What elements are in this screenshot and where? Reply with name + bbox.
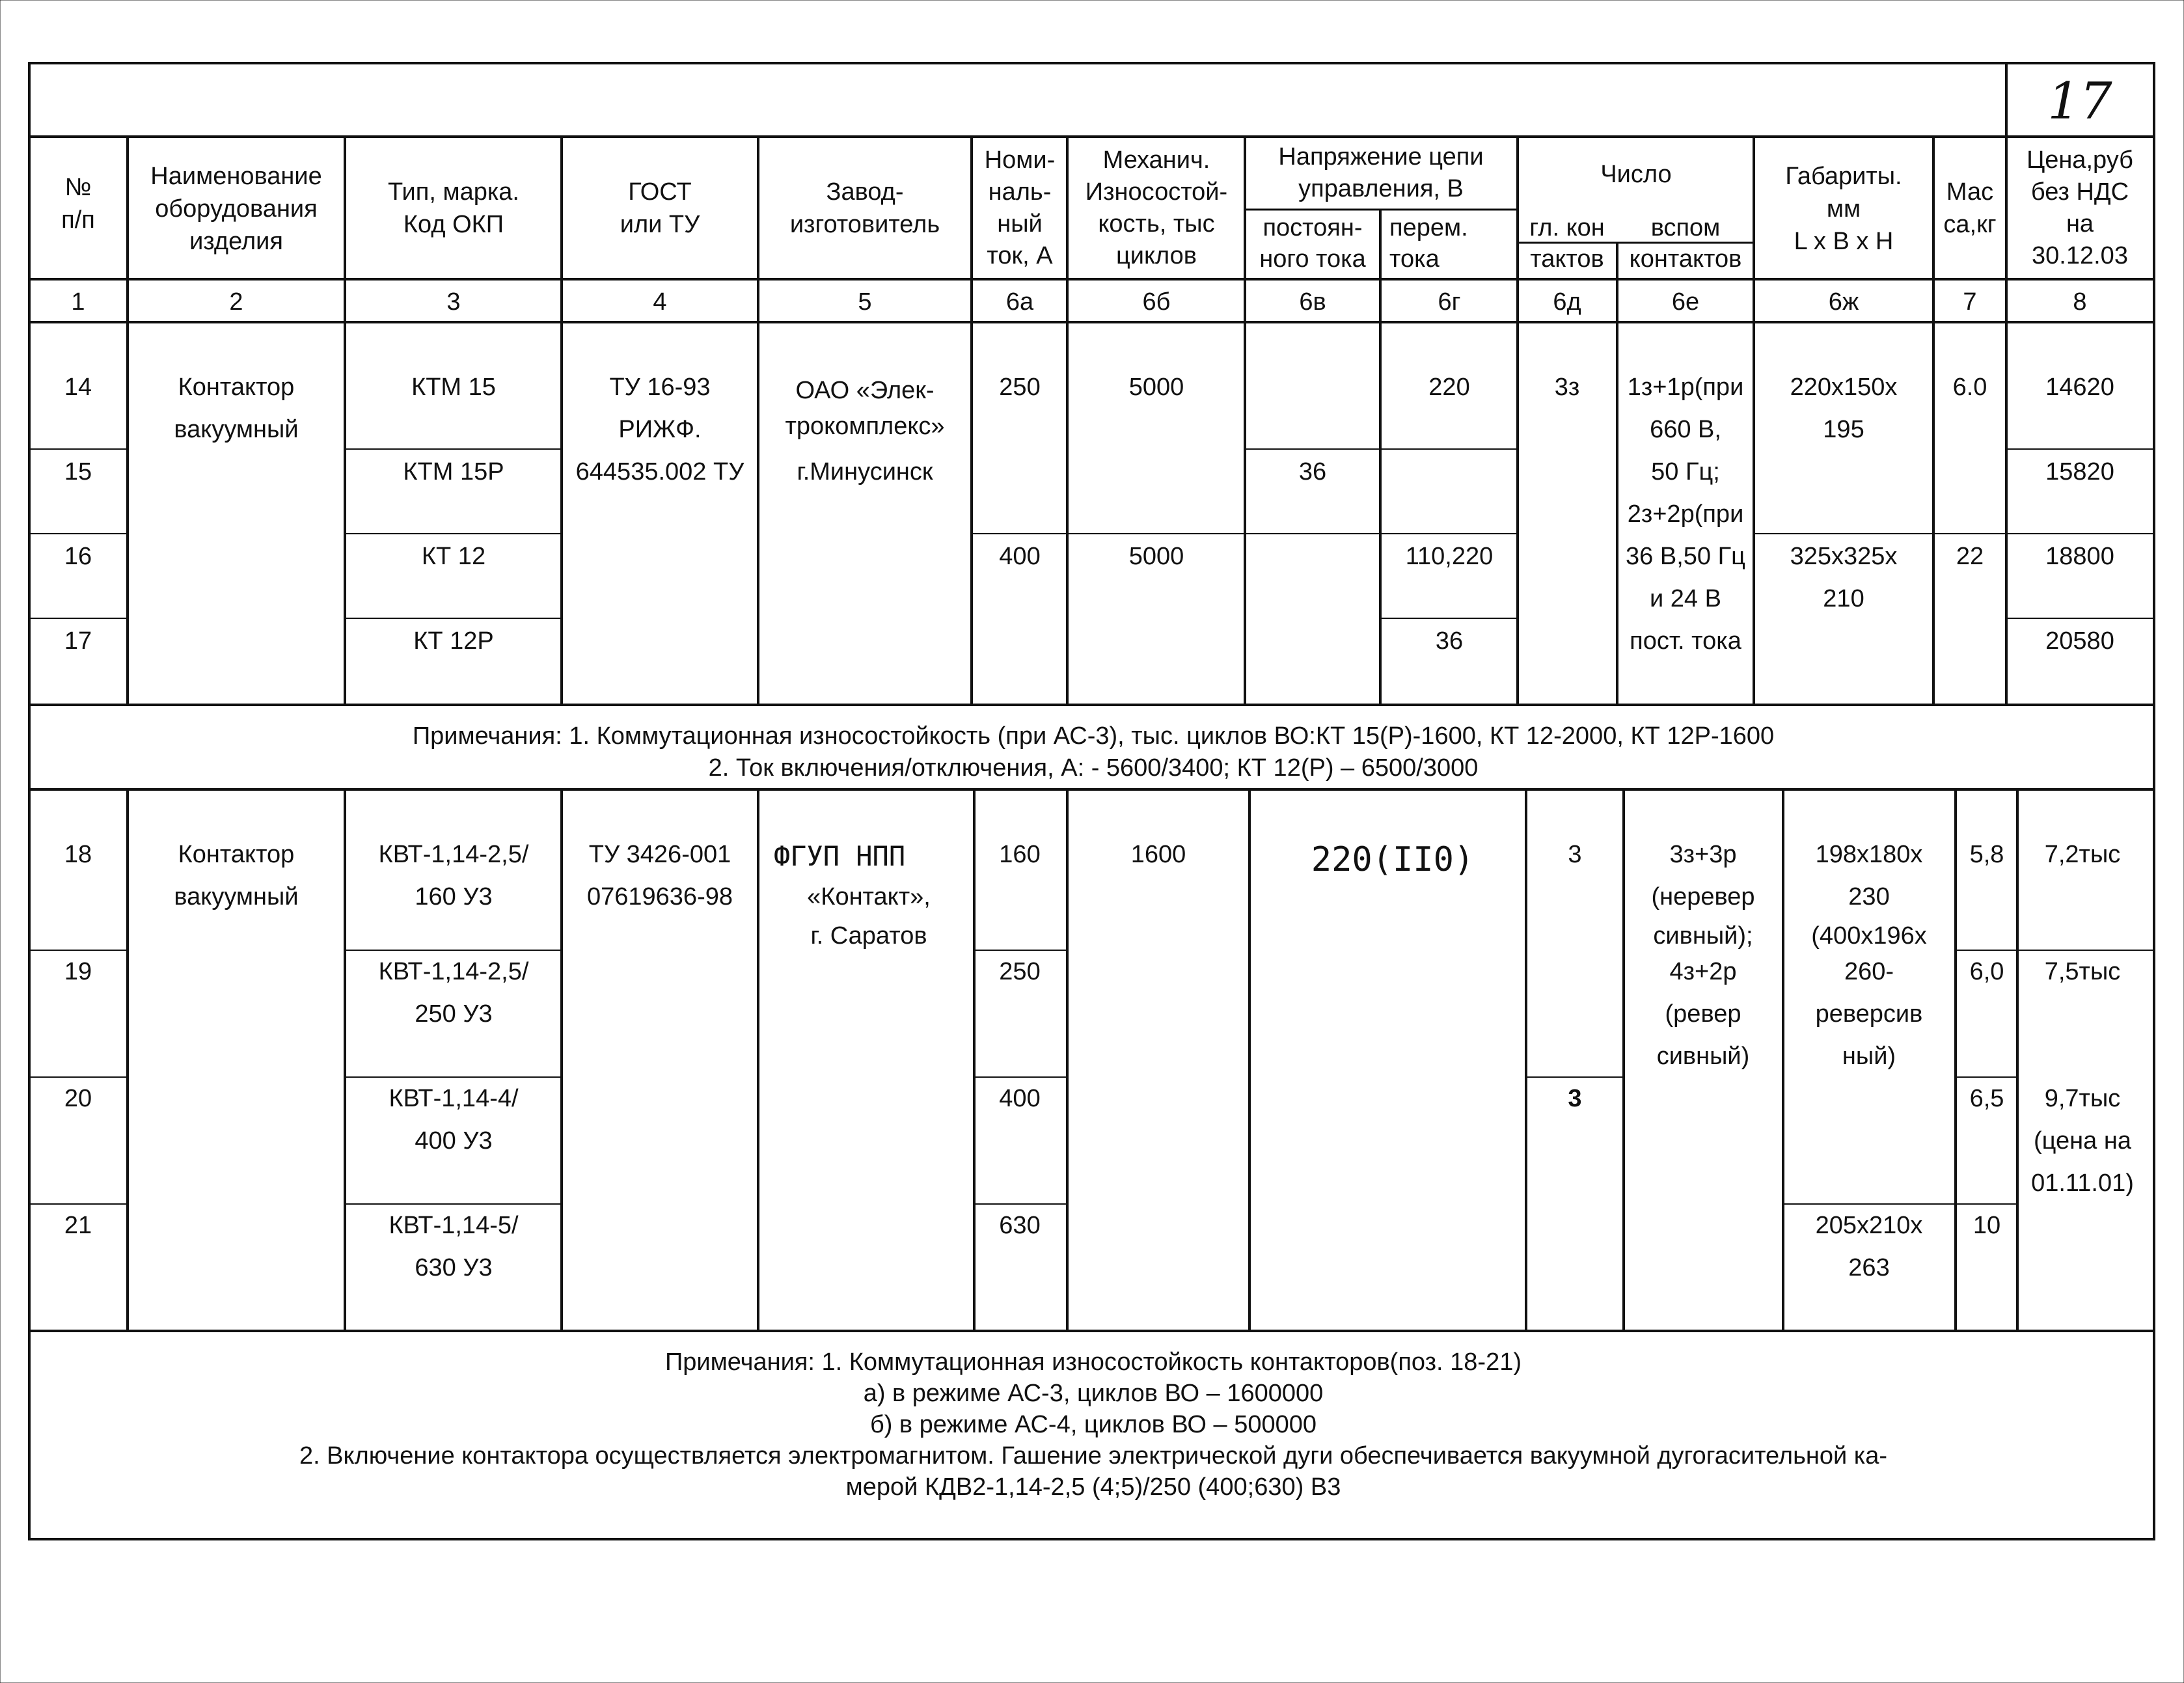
header-current-line: ток, А: [987, 242, 1053, 269]
current-cell: 630: [999, 1212, 1041, 1239]
price-cell: (цена на: [2034, 1127, 2131, 1155]
mass-cell: 6,5: [1969, 1085, 2004, 1112]
maker-line: г.Минусинск: [797, 458, 933, 486]
header-mass-line: Мас: [1946, 178, 1994, 206]
header-count: Число: [1600, 161, 1672, 188]
dims-line: реверсив: [1815, 1000, 1923, 1028]
gost-line: ТУ 3426-001: [588, 841, 731, 868]
ac-voltage-cell: 36: [1435, 627, 1464, 655]
header-name-line: оборудования: [155, 195, 318, 223]
maker-line: трокомплекс»: [785, 413, 945, 440]
header-ac-line: перем.: [1389, 214, 1468, 241]
header-main-contacts-line: гл. кон: [1529, 214, 1605, 241]
maker-line: «Контакт»,: [807, 883, 931, 910]
dims-line: ный): [1842, 1043, 1896, 1070]
dims-line: 230: [1848, 883, 1890, 910]
main-contacts-cell: 3: [1568, 1085, 1582, 1112]
price-cell: 01.11.01): [2031, 1170, 2134, 1197]
type-cell: КТ 12: [421, 543, 486, 570]
aux-contacts-line: (ревер: [1665, 1000, 1741, 1028]
column-number: 6д: [1553, 288, 1581, 316]
price-cell: 7,2тыс: [2044, 841, 2121, 868]
column-number: 8: [2073, 288, 2087, 316]
mass-cell: 5,8: [1969, 841, 2004, 868]
gost-line: ТУ 16-93: [609, 374, 711, 401]
dims-line: 210: [1823, 585, 1864, 612]
mass-cell: 6,0: [1969, 958, 2004, 985]
current-cell: 250: [999, 958, 1041, 985]
aux-contacts-line: (неревер: [1651, 883, 1755, 910]
header-aux-contacts-line: вспом: [1650, 214, 1721, 241]
type-line: 160 У3: [415, 883, 493, 910]
type-line: 250 У3: [415, 1000, 493, 1028]
column-number: 5: [858, 288, 872, 316]
current-cell: 250: [999, 374, 1041, 401]
type-cell: КТМ 15Р: [403, 458, 504, 486]
aux-contacts-line: 36 В,50 Гц: [1626, 543, 1745, 570]
header-mech-line: Износостой-: [1085, 178, 1228, 206]
dims-line: 195: [1823, 416, 1864, 443]
header-current-line: ный: [997, 210, 1043, 238]
dims-line: (400x196x: [1811, 922, 1927, 950]
type-line: КВТ-1,14-4/: [389, 1085, 519, 1112]
aux-contacts-line: 3з+3р: [1669, 841, 1737, 868]
aux-contacts-line: 2з+2р(при: [1627, 500, 1744, 528]
maker-line: ОАО «Элек-: [795, 377, 935, 404]
row-number: 21: [64, 1212, 92, 1239]
column-number: 6ж: [1828, 288, 1859, 316]
item-name-line: Контактор: [178, 841, 295, 868]
column-number: 7: [1963, 288, 1977, 316]
note1-line: Примечания: 1. Коммутационная износостойкость (при АС-3), тыс. циклов ВО:КТ 15(Р)-1600, КТ 12-2000, КТ 12Р-1600: [412, 722, 1775, 750]
type-cell: КТМ 15: [411, 374, 496, 401]
dims-line: 260-: [1844, 958, 1894, 985]
type-line: КВТ-1,14-2,5/: [378, 958, 529, 985]
main-contacts-cell: 3з: [1554, 374, 1580, 401]
note1-line: 2. Ток включения/отключения, А: - 5600/3400; КТ 12(Р) – 6500/3000: [708, 754, 1479, 782]
row-number: 16: [64, 543, 92, 570]
mass-cell: 22: [1956, 543, 1984, 570]
current-cell: 400: [999, 1085, 1041, 1112]
column-number: 6б: [1142, 288, 1171, 316]
maker-line: ФГУП НПП: [773, 840, 906, 872]
maker-line: г. Саратов: [810, 922, 927, 950]
type-line: 630 У3: [415, 1254, 493, 1281]
header-no-line: п/п: [61, 206, 95, 234]
header-mech-line: Механич.: [1102, 146, 1210, 174]
mass-cell: 6.0: [1952, 374, 1987, 401]
header-current-line: наль-: [988, 178, 1052, 206]
header-mass-line: са,кг: [1943, 211, 1997, 238]
page-number: 17: [2047, 72, 2112, 131]
column-number: 6в: [1299, 288, 1326, 316]
header-name-line: Наименование: [150, 163, 322, 190]
dc-voltage-cell: 36: [1298, 458, 1327, 486]
note2-line: а) в режиме АС-3, циклов ВО – 1600000: [863, 1380, 1324, 1407]
dims-line: 205x210x: [1815, 1212, 1923, 1239]
column-number: 1: [71, 288, 85, 316]
header-type-line: Тип, марка.: [387, 178, 520, 206]
item-name-line: вакуумный: [174, 883, 299, 910]
header-name-line: изделия: [189, 228, 283, 255]
type-line: КВТ-1,14-2,5/: [378, 841, 529, 868]
price-cell: 9,7тыс: [2044, 1085, 2121, 1112]
header-dc-line: постоян-: [1263, 214, 1363, 241]
row-number: 15: [64, 458, 92, 486]
header-no-line: №: [64, 174, 92, 201]
header-price-line: без НДС: [2030, 178, 2129, 206]
column-number: 2: [229, 288, 243, 316]
header-mech-line: кость, тыс: [1098, 210, 1215, 238]
main-contacts-cell: 3: [1568, 841, 1582, 868]
type-line: 400 У3: [415, 1127, 493, 1155]
ac-voltage-cell: 110,220: [1405, 543, 1494, 570]
dims-line: 220x150x: [1790, 374, 1898, 401]
column-number: 6г: [1438, 288, 1461, 316]
header-type-line: Код ОКП: [403, 211, 504, 238]
dims-line: 198x180x: [1815, 841, 1923, 868]
mech-cell: 1600: [1130, 841, 1186, 868]
header-dims-line: Габариты.: [1785, 163, 1902, 190]
aux-contacts-line: сивный);: [1653, 922, 1753, 950]
row-number: 18: [64, 841, 92, 868]
header-maker-line: Завод-: [826, 178, 904, 206]
current-cell: 160: [999, 841, 1041, 868]
price-cell: 14620: [2045, 374, 2114, 401]
ac-voltage-cell: 220: [1428, 374, 1470, 401]
row-number: 19: [64, 958, 92, 985]
row-number: 20: [64, 1085, 92, 1112]
header-main-contacts-line: тактов: [1530, 245, 1604, 273]
header-mech-line: циклов: [1116, 242, 1197, 269]
price-cell: 20580: [2045, 627, 2114, 655]
dims-line: 325x325x: [1790, 543, 1898, 570]
current-cell: 400: [999, 543, 1041, 570]
aux-contacts-line: 660 В,: [1650, 416, 1721, 443]
row-number: 17: [64, 627, 92, 655]
mech-cell: 5000: [1128, 374, 1184, 401]
note2-line: 2. Включение контактора осуществляется электромагнитом. Гашение электрической дуги обеспечивается вакуумной дугогасительной ка-: [299, 1442, 1888, 1470]
aux-contacts-line: сивный): [1656, 1043, 1750, 1070]
row-number: 14: [64, 374, 92, 401]
gost-line: 644535.002 ТУ: [575, 458, 744, 486]
mech-cell: 5000: [1128, 543, 1184, 570]
header-dc-line: ного тока: [1259, 245, 1366, 273]
column-number: 6а: [1005, 288, 1034, 316]
header-price-line: Цена,руб: [2027, 146, 2133, 174]
header-price-line: 30.12.03: [2032, 242, 2128, 269]
column-number: 4: [653, 288, 667, 316]
note2-line: мерой КДВ2-1,14-2,5 (4;5)/250 (400;630) В3: [845, 1473, 1341, 1501]
header-voltage-line: Напряжение цепи: [1278, 143, 1484, 171]
header-ac-line: тока: [1389, 245, 1440, 273]
column-number: 6е: [1671, 288, 1700, 316]
header-dims-line: мм: [1826, 195, 1861, 223]
type-cell: КТ 12Р: [413, 627, 494, 655]
aux-contacts-line: и 24 В: [1650, 585, 1721, 612]
aux-contacts-line: 4з+2р: [1669, 958, 1737, 985]
aux-contacts-line: пост. тока: [1630, 627, 1741, 655]
type-line: КВТ-1,14-5/: [389, 1212, 519, 1239]
item-name-line: вакуумный: [174, 416, 299, 443]
gost-line: 07619636-98: [587, 883, 733, 910]
gost-line: РИЖФ.: [618, 416, 702, 443]
header-maker-line: изготовитель: [789, 211, 940, 238]
price-cell: 15820: [2045, 458, 2114, 486]
header-aux-contacts-line: контактов: [1629, 245, 1742, 273]
dims-line: 263: [1848, 1254, 1890, 1281]
note2-line: б) в режиме АС-4, циклов ВО – 500000: [869, 1411, 1317, 1438]
aux-contacts-line: 1з+1р(при: [1627, 374, 1744, 401]
header-current-line: Номи-: [984, 146, 1056, 174]
price-cell: 7,5тыс: [2044, 958, 2121, 985]
aux-contacts-line: 50 Гц;: [1651, 458, 1720, 486]
voltage-cell: 220(II0): [1311, 840, 1475, 879]
header-voltage-line: управления, В: [1298, 175, 1464, 202]
mass-cell: 10: [1972, 1212, 2001, 1239]
price-cell: 18800: [2045, 543, 2114, 570]
column-number: 3: [446, 288, 461, 316]
note2-line: Примечания: 1. Коммутационная износостойкость контакторов(поз. 18-21): [664, 1348, 1522, 1376]
item-name-line: Контактор: [178, 374, 295, 401]
header-price-line: на: [2066, 210, 2094, 238]
header-gost-line: ГОСТ: [628, 178, 692, 206]
header-dims-line: L x B x H: [1794, 228, 1894, 255]
header-gost-line: или ТУ: [620, 211, 700, 238]
